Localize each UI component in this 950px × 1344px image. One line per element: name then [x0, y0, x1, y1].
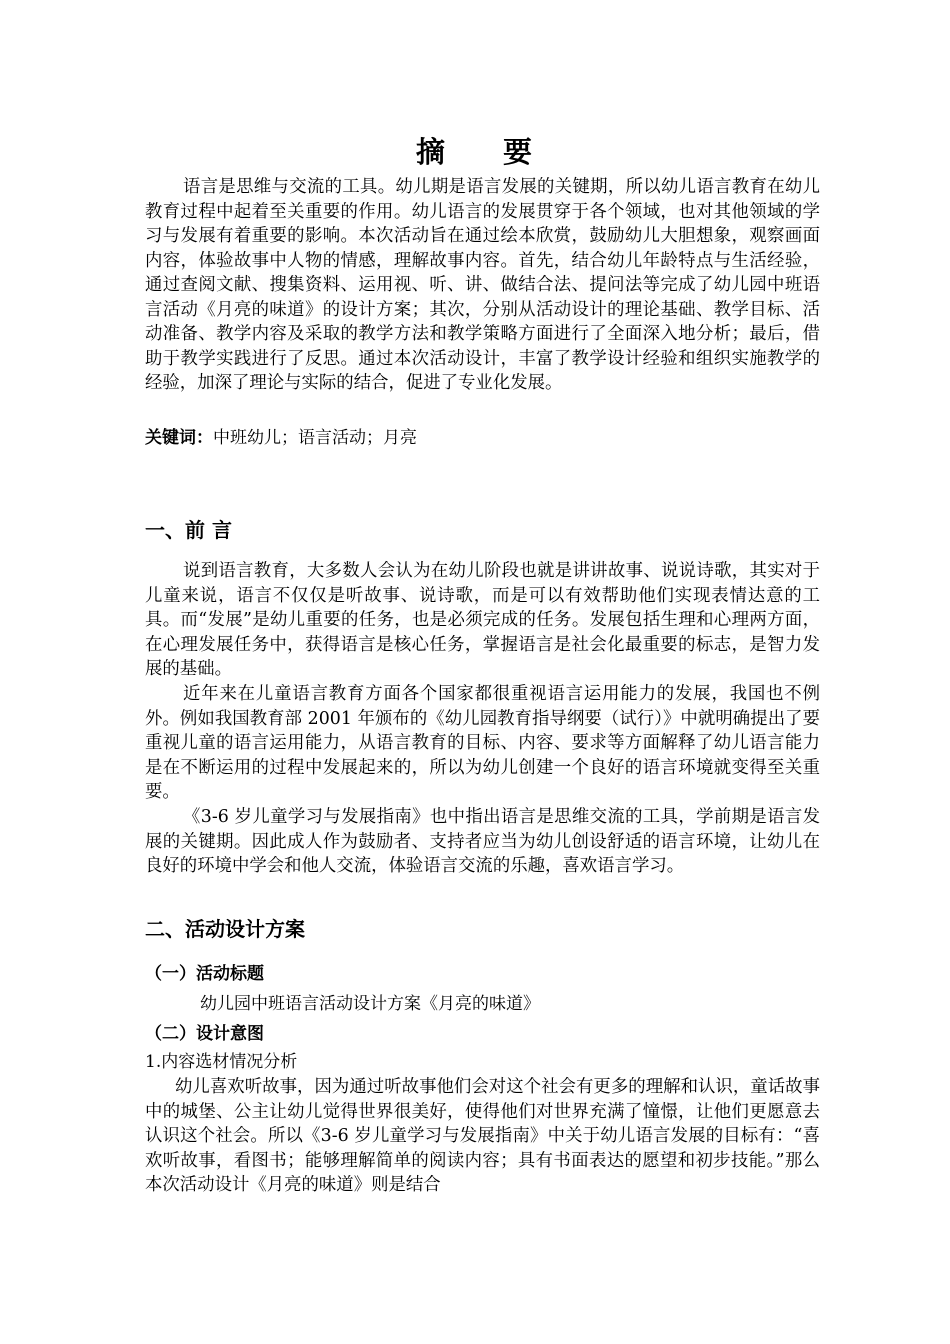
activity-title-text: 幼儿园中班语言活动设计方案《月亮的味道》 — [200, 994, 540, 1014]
section-heading-activity-design: 二、活动设计方案 — [145, 917, 305, 941]
abstract-title: 摘 要 — [415, 135, 557, 169]
preface-paragraph-2: 近年来在儿童语言教育方面各个国家都很重视语言运用能力的发展，我国也不例外。例如我国教育部 2001 年颁布的《幼儿园教育指导纲要（试行）》中就明确提出了要重视儿童的语言运用能力，从语言教育的目标、内容、要求等方面解释了幼儿语言能力是在不断运用的过程中发展起来的，所以为幼儿创建一个良好的语言环境就变得至关重要。 — [145, 684, 820, 802]
section-heading-preface: 一、前 言 — [145, 518, 232, 542]
preface-paragraph-3: 《3-6 岁儿童学习与发展指南》也中指出语言是思维交流的工具，学前期是语言发展的关键期。因此成人作为鼓励者、支持者应当为幼儿创设舒适的语言环境，让幼儿在良好的环境中学会和他人交流，体验语言交流的乐趣，喜欢语言学习。 — [145, 807, 820, 876]
keywords-text: 中班幼儿；语言活动；月亮 — [213, 428, 417, 448]
abstract-body: 语言是思维与交流的工具。幼儿期是语言发展的关键期，所以幼儿语言教育在幼儿教育过程中起着至关重要的作用。幼儿语言的发展贯穿于各个领域，也对其他领域的学习与发展有着重要的影响。本次活动旨在通过绘本欣赏，鼓励幼儿大胆想象，观察画面内容，体验故事中人物的情感，理解故事内容。首先，结合幼儿年龄特点与生活经验，通过查阅文献、搜集资料、运用视、听、讲、做结合法、提问法等完成了幼儿园中班语言活动《月亮的味道》的设计方案；其次，分别从活动设计的理论基础、教学目标、活动准备、教学内容及采取的教学方法和教学策略方面进行了全面深入地分析；最后，借助于教学实践进行了反思。通过本次活动设计，丰富了教学设计经验和组织实施教学的经验，加深了理论与实际的结合，促进了专业化发展。 — [145, 177, 820, 393]
preface-paragraph-1: 说到语言教育，大多数人会认为在幼儿阶段也就是讲讲故事、说说诗歌，其实对于儿童来说，语言不仅仅是听故事、说诗歌，而是可以有效帮助他们实现表情达意的工具。而“发展”是幼儿重要的任务，也是必须完成的任务。发展包括生理和心理两方面，在心理发展任务中，获得语言是核心任务，掌握语言是社会化最重要的标志，是智力发展的基础。 — [145, 561, 820, 679]
keywords-line — [145, 426, 417, 450]
content-analysis-paragraph: 幼儿喜欢听故事，因为通过听故事他们会对这个社会有更多的理解和认识，童话故事中的城堡、公主让幼儿觉得世界很美好，使得他们对世界充满了憧憬，让他们更愿意去认识这个社会。所以《3-6 岁儿童学习与发展指南》中关于幼儿语言发展的目标有：“喜欢听故事，看图书；能够理解简单的阅读内容；具有书面表达的愿望和初步技能。”那么本次活动设计《月亮的味道》则是结合 — [145, 1077, 820, 1195]
keywords-label: 关键词： — [145, 428, 213, 448]
subheading-activity-title: （一）活动标题 — [145, 964, 264, 984]
subheading-design-intent: （二）设计意图 — [145, 1024, 264, 1044]
item-heading-content-analysis: 1.内容选材情况分析 — [145, 1052, 298, 1072]
